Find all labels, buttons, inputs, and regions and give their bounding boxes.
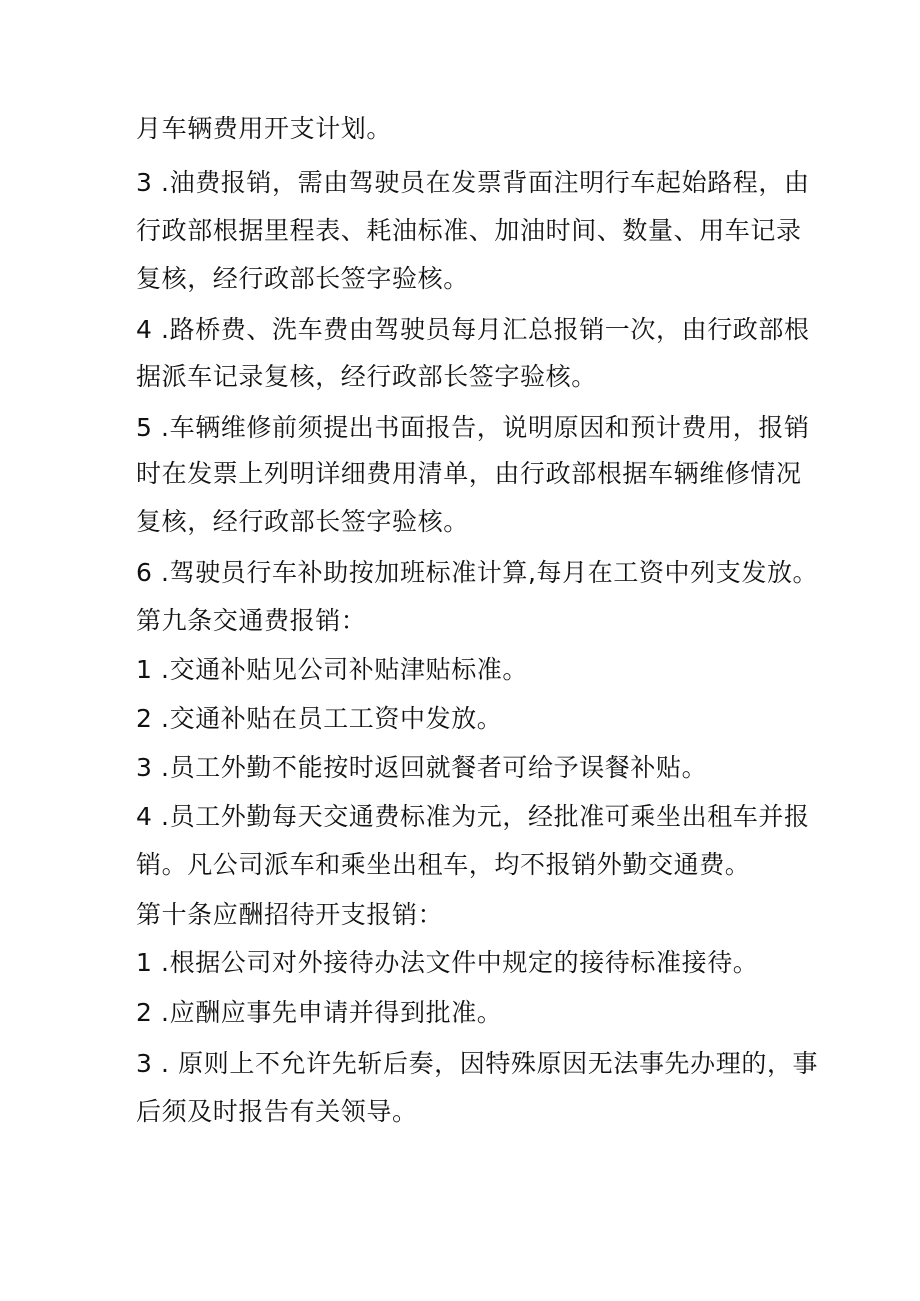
text-line: 月车辆费用开支计划。 [136,114,393,143]
text-line: 3 . 原则上不允许先斩后奏，因特殊原因无法事先办理的，事 [136,1049,819,1078]
text-line: 时在发票上列明详细费用清单，由行政部根据车辆维修情况 [136,459,802,488]
text-line: 3 .员工外勤不能按时返回就餐者可给予误餐补贴。 [136,753,708,782]
text-line: 复核，经行政部长签字验核。 [136,507,469,536]
text-line: 复核，经行政部长签字验核。 [136,264,469,293]
text-line: 后须及时报告有关领导。 [136,1097,418,1126]
text-line: 1 .根据公司对外接待办法文件中规定的接待标准接待。 [136,948,759,977]
text-line: 6 .驾驶员行车补助按加班标准计算,每月在工资中列支发放。 [136,558,819,587]
text-line: 4 .员工外勤每天交通费标准为元，经批准可乘坐出租车并报 [136,802,810,831]
text-line: 行政部根据里程表、耗油标准、加油时间、数量、用车记录 [136,216,802,245]
text-line: 2 .交通补贴在员工工资中发放。 [136,704,503,733]
text-line: 5 .车辆维修前须提出书面报告，说明原因和预计费用，报销 [136,413,810,442]
text-line: 据派车记录复核，经行政部长签字验核。 [136,362,597,391]
text-line: 1 .交通补贴见公司补贴津贴标准。 [136,655,529,684]
section-heading: 第十条应酬招待开支报销： [136,900,444,929]
section-heading: 第九条交通费报销： [136,606,367,635]
text-line: 2 .应酬应事先申请并得到批准。 [136,998,503,1027]
text-line: 3 .油费报销，需由驾驶员在发票背面注明行车起始路程，由 [136,168,810,197]
text-line: 4 .路桥费、洗车费由驾驶员每月汇总报销一次，由行政部根 [136,315,810,344]
text-line: 销。凡公司派车和乘坐出租车，均不报销外勤交通费。 [136,850,751,879]
